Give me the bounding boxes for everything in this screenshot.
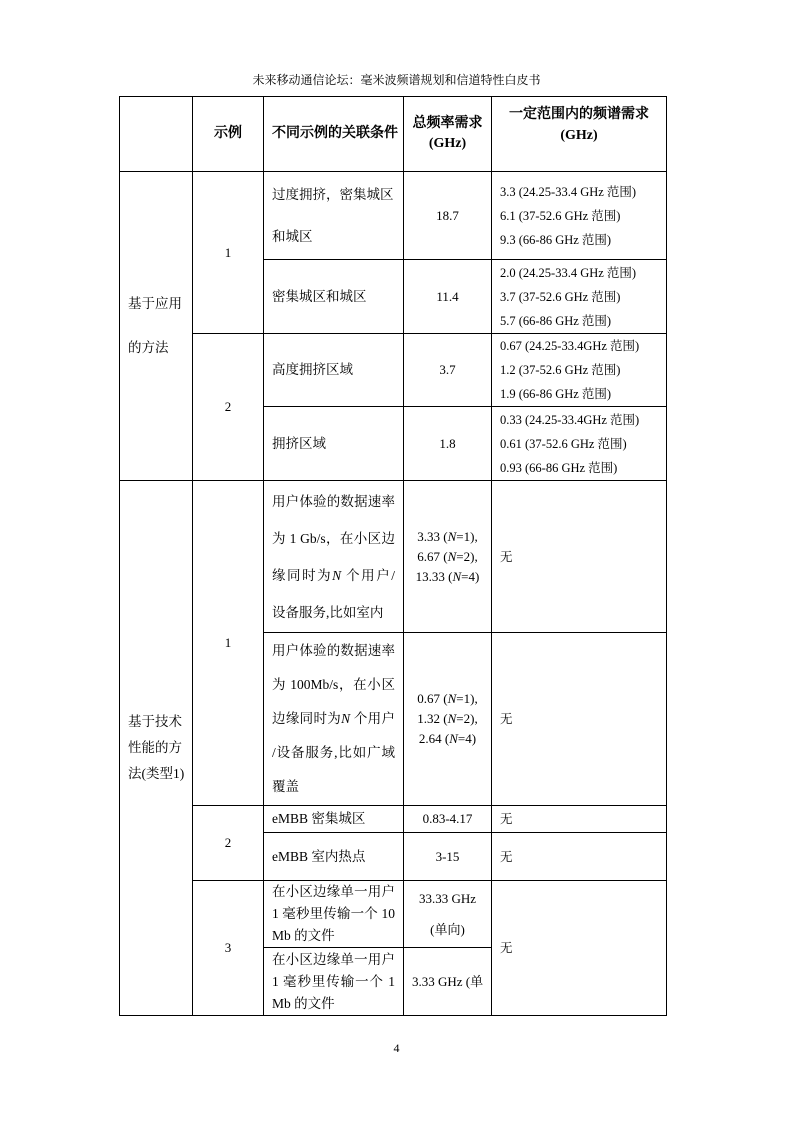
cell-text-line: 0.93 (66-86 GHz 范围) <box>500 460 618 475</box>
header-text: 不同示例的关联条件 <box>272 126 398 141</box>
header-cell-category <box>120 97 193 172</box>
cell-text-line: 无 <box>500 812 513 826</box>
table-header-row <box>120 97 667 172</box>
example-number <box>193 881 264 1016</box>
table-row <box>120 481 667 633</box>
condition-cell <box>264 407 404 481</box>
header-text: 一定范围内的频谱需求 <box>509 107 649 122</box>
cell-text-line: 3.33 (N=1), <box>417 528 478 544</box>
spectrum-requirements-table <box>119 96 667 1016</box>
cell-text-line: 设备服务,比如室内 <box>272 604 384 620</box>
condition-cell <box>264 334 404 407</box>
cell-text-line: eMBB 室内热点 <box>272 848 366 864</box>
cell-text-line: 为 100Mb/s，在小区 <box>272 677 395 692</box>
cell-text-line: 0.83-4.17 <box>422 811 473 826</box>
cell-text-line: 在小区边缘单一用户 <box>272 951 395 967</box>
header-unit: (GHz) <box>428 136 467 151</box>
cell-text-line: 5.7 (66-86 GHz 范围) <box>500 313 612 328</box>
cell-text-line: 3.7 (37-52.6 GHz 范围) <box>500 289 621 304</box>
header-cell-range-spectrum <box>492 97 667 172</box>
cell-text-line: 3.7 <box>439 362 456 377</box>
cell-text-line: 2.64 (N=4) <box>418 731 477 746</box>
cell-text-line: 1.2 (37-52.6 GHz 范围) <box>500 363 621 377</box>
condition-cell <box>264 833 404 881</box>
total-frequency-cell <box>404 407 492 481</box>
condition-cell <box>264 806 404 833</box>
section-text: 法(类型1) <box>128 766 185 781</box>
cell-text-line: 0.67 (N=1), <box>417 691 478 706</box>
header-unit: (GHz) <box>560 128 598 143</box>
cell-text-line: 6.67 (N=2), <box>417 548 478 564</box>
cell-text-line: 缘同时为N 个用户/ <box>272 567 395 583</box>
header-cell-condition <box>264 97 404 172</box>
section-text: 基于技术 <box>128 714 182 729</box>
total-frequency-cell <box>404 833 492 881</box>
cell-text-line: 用户体验的数据速率 <box>272 643 395 658</box>
table-row <box>120 806 667 833</box>
italic-variable-n: N <box>452 568 462 584</box>
section-label-performance-based <box>120 481 193 1016</box>
cell-text-line: 在小区边缘单一用户 <box>272 884 395 899</box>
cell-text-line: 1 毫秒里传输一个 1 <box>272 973 395 989</box>
section-text: 基于应用 <box>128 296 182 311</box>
example-number <box>193 172 264 334</box>
total-frequency-cell <box>404 633 492 806</box>
condition-cell <box>264 260 404 334</box>
header-cell-example <box>193 97 264 172</box>
total-frequency-cell <box>404 260 492 334</box>
italic-variable-n: N <box>447 691 457 706</box>
cell-text-line: 9.3 (66-86 GHz 范围) <box>500 232 612 247</box>
range-spectrum-cell <box>492 260 667 334</box>
cell-text-line: 3.3 (24.25-33.4 GHz 范围) <box>500 184 637 199</box>
cell-text-line: (单向) <box>430 922 465 937</box>
cell-text-line: 11.4 <box>436 288 459 304</box>
cell-text-line: 33.33 GHz <box>418 891 477 906</box>
header-text: 示例 <box>214 126 242 141</box>
total-frequency-cell <box>404 806 492 833</box>
italic-variable-n: N <box>447 711 457 726</box>
italic-variable-n: N <box>447 528 457 544</box>
section-label-application-based <box>120 172 193 481</box>
cell-text-line: 为 1 Gb/s，在小区边 <box>272 530 395 546</box>
total-frequency-cell <box>404 881 492 948</box>
cell-text-line: 1.32 (N=2), <box>417 711 478 726</box>
example-label: 1 <box>224 244 232 260</box>
section-text: 的方法 <box>128 340 169 355</box>
table-row <box>120 172 667 260</box>
example-label: 1 <box>224 635 232 650</box>
total-frequency-cell <box>404 334 492 407</box>
cell-text-line: 覆盖 <box>272 779 299 794</box>
range-spectrum-cell <box>492 633 667 806</box>
running-header: 未来移动通信论坛：毫米波频谱规划和信道特性白皮书 <box>252 73 541 87</box>
cell-text-line: 0.61 (37-52.6 GHz 范围) <box>500 436 627 451</box>
range-spectrum-cell <box>492 172 667 260</box>
cell-text-line: 和城区 <box>272 228 313 244</box>
cell-text-line: Mb 的文件 <box>272 995 335 1011</box>
cell-text-line: 0.67 (24.25-33.4GHz 范围) <box>500 339 640 353</box>
cell-text-line: 2.0 (24.25-33.4 GHz 范围) <box>500 265 637 280</box>
range-spectrum-cell <box>492 407 667 481</box>
range-spectrum-cell <box>492 881 667 1016</box>
condition-cell <box>264 172 404 260</box>
cell-text-line: 3.33 GHz (单 <box>412 973 484 989</box>
example-number <box>193 334 264 481</box>
condition-cell <box>264 881 404 948</box>
cell-text-line: eMBB 密集城区 <box>272 811 366 826</box>
range-spectrum-cell <box>492 334 667 407</box>
range-spectrum-cell <box>492 481 667 633</box>
example-label: 2 <box>224 399 232 414</box>
range-spectrum-cell <box>492 833 667 881</box>
total-frequency-cell <box>404 481 492 633</box>
cell-text-line: 无 <box>500 712 513 726</box>
cell-text-line: 密集城区和城区 <box>272 288 367 304</box>
italic-variable-n: N <box>447 548 457 564</box>
cell-text-line: 用户体验的数据速率 <box>272 493 395 509</box>
cell-text-line: 6.1 (37-52.6 GHz 范围) <box>500 208 621 223</box>
page-number: 4 <box>393 1041 400 1055</box>
italic-variable-n: N <box>341 711 351 726</box>
cell-text-line: 13.33 (N=4) <box>415 568 480 584</box>
cell-text-line: 边缘同时为N 个用户 <box>272 711 396 726</box>
cell-text-line: Mb 的文件 <box>272 928 335 943</box>
condition-cell <box>264 481 404 633</box>
cell-text-line: 无 <box>500 549 513 564</box>
cell-text-line: 过度拥挤，密集城区 <box>272 186 394 202</box>
example-number <box>193 806 264 881</box>
cell-text-line: 拥挤区域 <box>272 435 326 451</box>
header-text: 总频率需求 <box>412 116 483 131</box>
cell-text-line: 1.8 <box>439 435 456 451</box>
condition-cell <box>264 948 404 1016</box>
total-frequency-cell <box>404 948 492 1016</box>
cell-text-line: 3-15 <box>435 848 460 864</box>
cell-text-line: 1.9 (66-86 GHz 范围) <box>500 387 612 401</box>
example-label: 3 <box>224 940 232 955</box>
italic-variable-n: N <box>332 567 342 583</box>
example-number <box>193 481 264 806</box>
example-label: 2 <box>224 835 232 850</box>
cell-text-line: 无 <box>500 941 513 955</box>
range-spectrum-cell <box>492 806 667 833</box>
cell-text-line: 18.7 <box>436 207 459 223</box>
condition-cell <box>264 633 404 806</box>
cell-text-line: /设备服务,比如广域 <box>272 745 395 760</box>
header-cell-total-frequency <box>404 97 492 172</box>
table-row <box>120 881 667 948</box>
cell-text-line: 0.33 (24.25-33.4GHz 范围) <box>500 412 640 427</box>
cell-text-line: 1 毫秒里传输一个 10 <box>272 906 395 921</box>
table-row <box>120 334 667 407</box>
section-text: 性能的方 <box>128 740 182 755</box>
total-frequency-cell <box>404 172 492 260</box>
cell-text-line: 无 <box>500 849 513 864</box>
italic-variable-n: N <box>449 731 458 746</box>
cell-text-line: 高度拥挤区域 <box>272 362 353 377</box>
